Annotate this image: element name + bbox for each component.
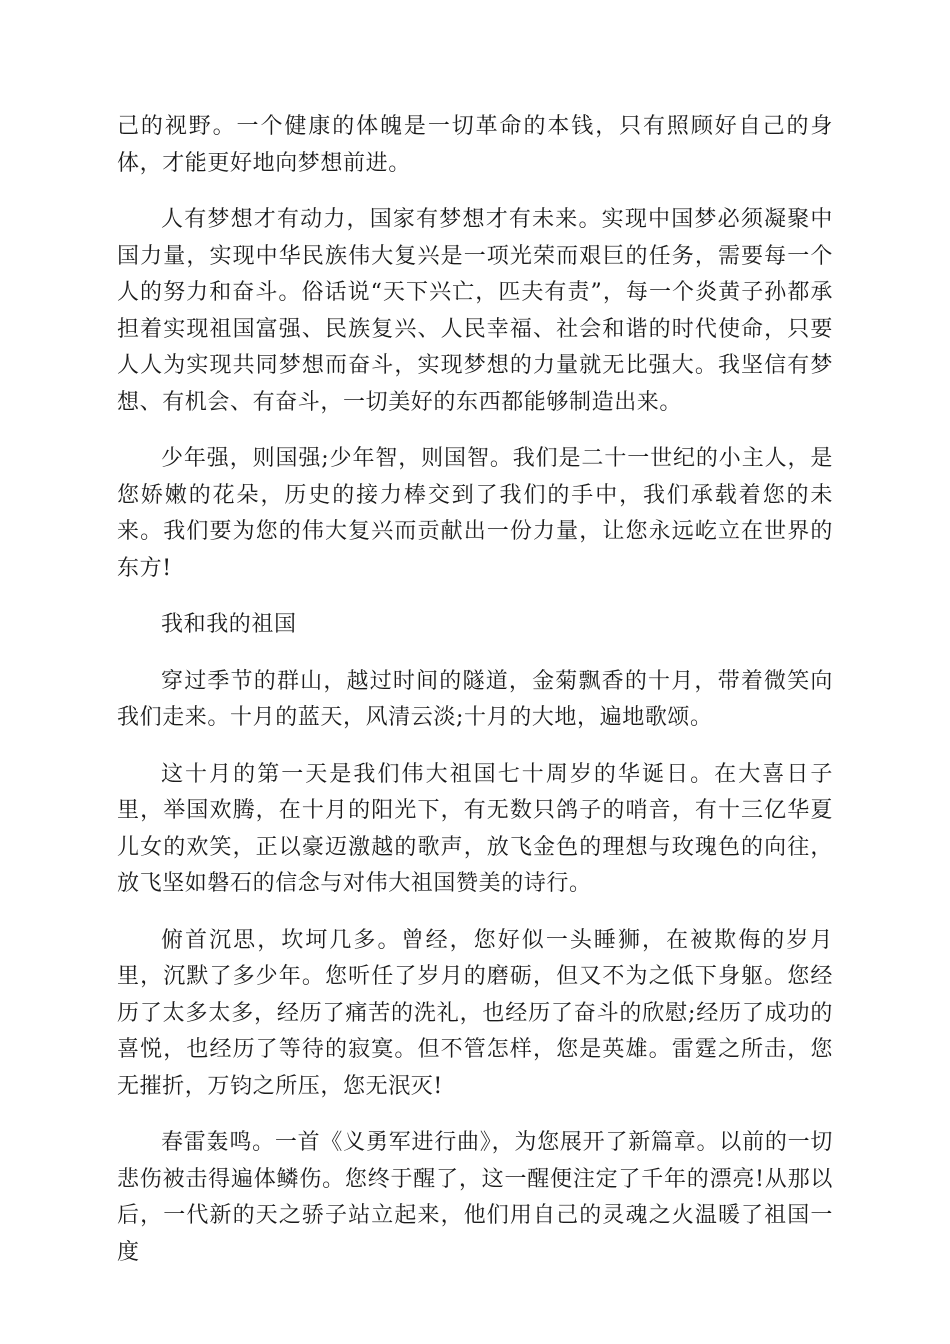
paragraph: 人有梦想才有动力，国家有梦想才有未来。实现中国梦必须凝聚中国力量，实现中华民族伟大复兴是一项光荣而艰巨的任务，需要每一个人的努力和奋斗。俗话说“天下兴亡，匹夫有责”，每一个炎黄子孙都承担着实现祖国富强、民族复兴、人民幸福、社会和谐的时代使命，只要人人为实现共同梦想而奋斗，实现梦想的力量就无比强大。我坚信有梦想、有机会、有奋斗，一切美好的东西都能够制造出来。 bbox=[117, 207, 833, 415]
paragraph: 春雷轰鸣。一首《义勇军进行曲》，为您展开了新篇章。以前的一切悲伤被击得遍体鳞伤。您终于醒了，这一醒便注定了千年的漂亮!从那以后，一代新的天之骄子站立起来，他们用自己的灵魂之火温暖了祖国一度 bbox=[117, 1130, 833, 1265]
paragraph: 俯首沉思，坎坷几多。曾经，您好似一头睡狮，在被欺侮的岁月里，沉默了多少年。您听任了岁月的磨砺，但又不为之低下身躯。您经历了太多太多，经历了痛苦的洗礼，也经历了奋斗的欣慰;经历了成功的喜悦，也经历了等待的寂寞。但不管怎样，您是英雄。雷霆之所击，您无摧折，万钧之所压，您无泯灭! bbox=[117, 927, 833, 1099]
paragraph: 这十月的第一天是我们伟大祖国七十周岁的华诞日。在大喜日子里，举国欢腾，在十月的阳光下，有无数只鸽子的哨音，有十三亿华夏儿女的欢笑，正以豪迈激越的歌声，放飞金色的理想与玫瑰色的向往，放飞坚如磐石的信念与对伟大祖国赞美的诗行。 bbox=[117, 761, 833, 896]
paragraph: 穿过季节的群山，越过时间的隧道，金菊飘香的十月，带着微笑向我们走来。十月的蓝天，风清云淡;十月的大地，遍地歌颂。 bbox=[117, 668, 833, 730]
paragraph: 少年强，则国强;少年智，则国智。我们是二十一世纪的小主人，是您娇嫩的花朵，历史的接力棒交到了我们的手中，我们承载着您的未来。我们要为您的伟大复兴而贡献出一份力量，让您永远屹立在世界的东方! bbox=[117, 446, 833, 581]
section-title: 我和我的祖国 bbox=[161, 612, 297, 637]
paragraph-continued: 己的视野。一个健康的体魄是一切革命的本钱，只有照顾好自己的身体，才能更好地向梦想前进。 bbox=[117, 114, 833, 176]
document-body bbox=[117, 109, 833, 1291]
